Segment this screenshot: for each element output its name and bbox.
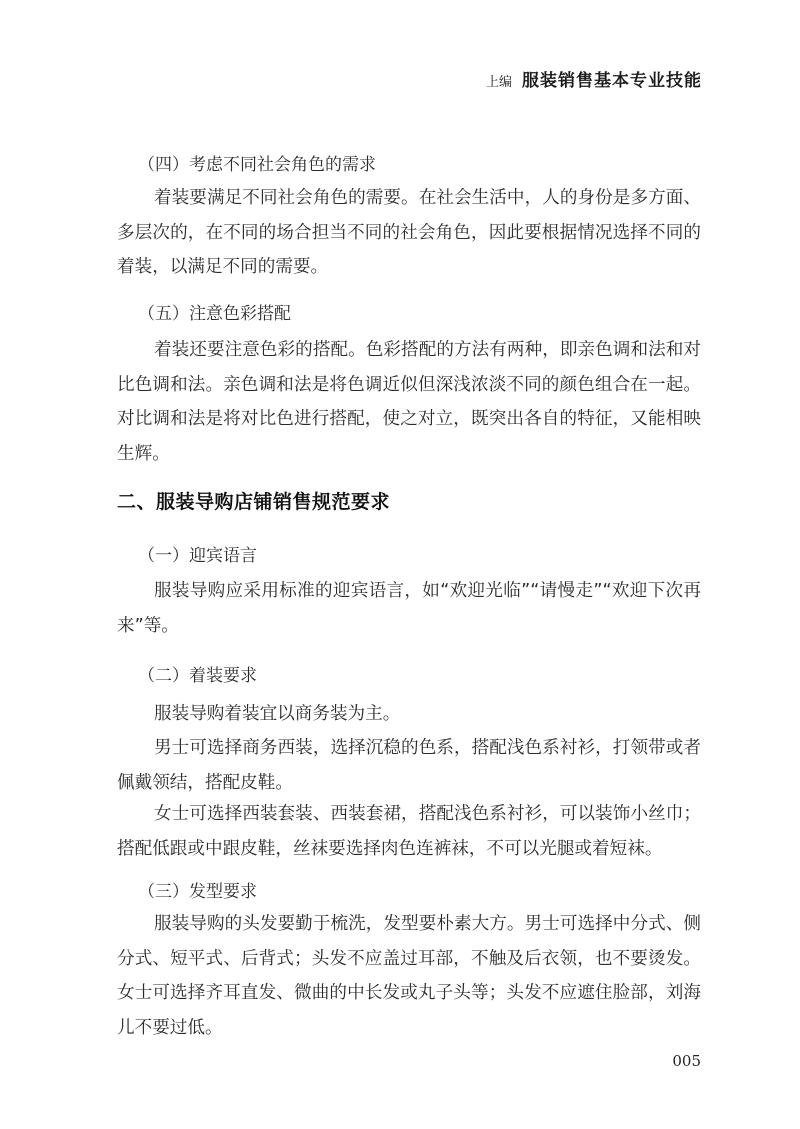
subsection-title-5: （五）注意色彩搭配 [138,304,291,324]
subsection-title-2: （二）着装要求 [138,666,257,686]
paragraph: 服装导购应采用标准的迎宾语言，如“欢迎光临”“请慢走”“欢迎下次再来”等。 [117,581,701,636]
paragraph: 着装还要注意色彩的搭配。色彩搭配的方法有两种，即亲色调和法和对比色调和法。亲色调和法是将色调近似但深浅浓淡不同的颜色组合在一起。对比调和法是将对比色进行搭配，使之对立，既突出各自的特征，又能相映生辉。 [117,340,701,464]
subsection-title-1: （一）迎宾语言 [138,546,257,566]
subsection-title-4: （四）考虑不同社会角色的需求 [138,155,376,175]
paragraph: 服装导购着装宜以商务装为主。 [154,704,401,724]
page-number: 005 [672,1052,701,1070]
paragraph: 服装导购的头发要勤于梳洗，发型要朴素大方。男士可选择中分式、侧分式、短平式、后背式；头发不应盖过耳部，不触及后衣领，也不要烫发。女士可选择齐耳直发、微曲的中长发或丸子头等；头发不应遮住脸部，刘海儿不要过低。 [117,914,701,1038]
paragraph: 女士可选择西装套装、西装套裙，搭配浅色系衬衫，可以装饰小丝巾；搭配低跟或中跟皮鞋，丝袜要选择肉色连裤袜，不可以光腿或着短袜。 [117,804,701,859]
header-part-label: 上编 [485,75,512,90]
section-heading: 二、服装导购店铺销售规范要求 [117,491,391,513]
paragraph: 着装要满足不同社会角色的需要。在社会生活中，人的身份是多方面、多层次的，在不同的场合担当不同的社会角色，因此要根据情况选择不同的着装，以满足不同的需要。 [117,188,701,277]
header-book-title: 服装销售基本专业技能 [522,71,702,91]
subsection-title-3: （三）发型要求 [138,882,257,902]
paragraph: 男士可选择商务西装，选择沉稳的色系，搭配浅色系衬衫，打领带或者佩戴领结，搭配皮鞋。 [117,738,701,793]
running-header [486,66,702,91]
